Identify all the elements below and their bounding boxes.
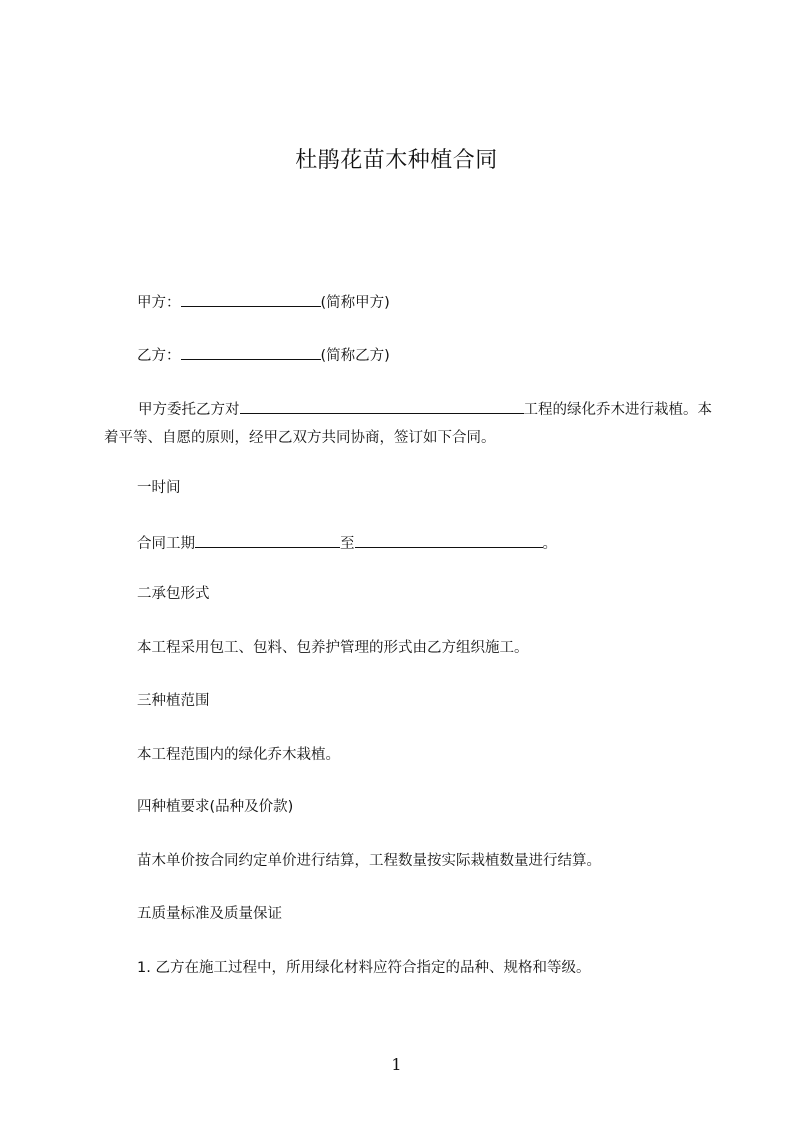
- section-3-body: 本工程范围内的绿化乔木栽植。: [137, 747, 340, 763]
- project-name-blank-2: [342, 398, 524, 414]
- section-1-heading: 一时间: [137, 480, 181, 496]
- section-4-heading: 四种植要求(品种及价款): [137, 799, 294, 815]
- party-b-line: [137, 344, 390, 366]
- party-b-suffix: (简称乙方): [320, 348, 390, 364]
- party-b-blank: [181, 344, 321, 360]
- section-5-item-1: 1. 乙方在施工过程中，所用绿化材料应符合指定的品种、规格和等级。: [137, 960, 591, 976]
- intro-suffix: 工程的绿化乔木进行栽植。本着平等、自愿的原则，经甲乙双方共同协商，签订如下合同。: [104, 402, 712, 446]
- intro-prefix: 甲方委托乙方对: [138, 402, 240, 418]
- term-start-blank: [195, 532, 340, 548]
- term-end-blank: [355, 532, 543, 548]
- section-3-heading: 三种植范围: [137, 693, 210, 709]
- intro-paragraph: [104, 396, 716, 452]
- contract-term-line: [137, 532, 557, 554]
- party-a-blank: [181, 291, 321, 307]
- party-a-suffix: (简称甲方): [320, 295, 390, 311]
- section-4-body: 苗木单价按合同约定单价进行结算，工程数量按实际栽植数量进行结算。: [137, 853, 601, 869]
- party-b-label: 乙方：: [137, 348, 181, 364]
- section-2-body: 本工程采用包工、包料、包养护管理的形式由乙方组织施工。: [137, 640, 529, 656]
- party-a-line: [137, 291, 390, 313]
- document-title: 杜鹃花苗木种植合同: [295, 148, 498, 173]
- term-suffix: 。: [542, 536, 557, 552]
- term-prefix: 合同工期: [137, 536, 195, 552]
- project-name-blank-1: [240, 398, 342, 414]
- term-middle: 至: [340, 536, 355, 552]
- section-5-heading: 五质量标准及质量保证: [137, 906, 282, 922]
- party-a-label: 甲方：: [137, 295, 181, 311]
- page-number: 1: [391, 1055, 402, 1074]
- section-2-heading: 二承包形式: [137, 586, 210, 602]
